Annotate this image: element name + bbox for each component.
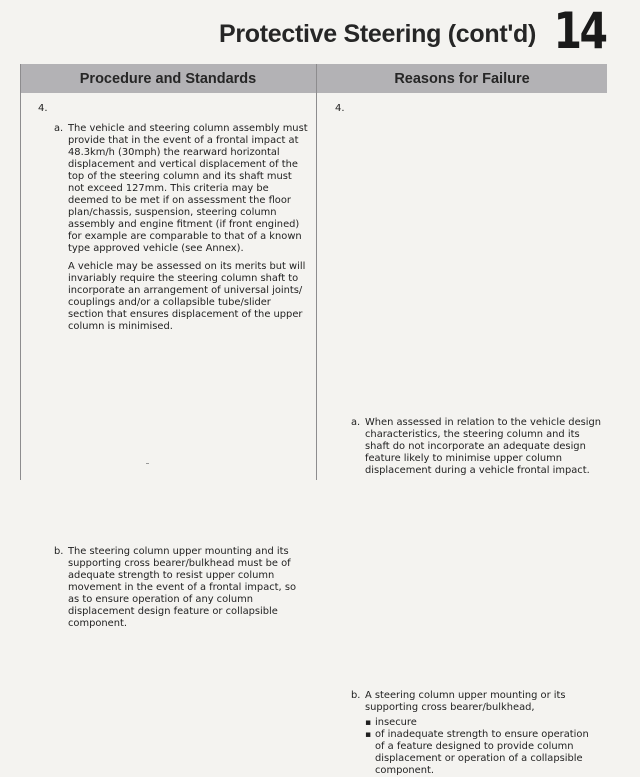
left-item-a-text: The vehicle and steering column assembly must provide that in the event of a frontal impact at 48.3km/h (30mph) the rearward horizontal displacement and vertical displacement of the top of the steering column and its shaft must not exceed 127mm. This criteria may be deemed to be met if on assessment the floor plan/chassis, suspension, steering column assembly and engine fitment (if front engined) for example are comparable to that of a known type approved vehicle (see Annex). xyxy=(68,123,308,254)
right-item-b-text: A steering column upper mounting or its supporting cross bearer/bulkhead, xyxy=(365,690,566,713)
right-item-number: 4. xyxy=(335,103,345,114)
right-item-b-marker: b. xyxy=(351,690,361,701)
table-header xyxy=(20,64,607,93)
print-mark xyxy=(146,463,149,464)
header-procedure-and-standards: Procedure and Standards xyxy=(20,64,317,93)
bullet-inadequate-strength: ▪ of inadequate strength to ensure operation of a feature designed to provide column displacement or operation of a collapsible component. xyxy=(365,729,627,777)
header-reasons-for-failure: Reasons for Failure xyxy=(394,70,530,87)
left-item-b xyxy=(54,546,326,630)
right-item-b xyxy=(351,690,627,777)
left-item-a xyxy=(54,123,326,333)
chapter-number: 14 xyxy=(553,2,606,60)
page-title: Protective Steering (cont'd) xyxy=(218,20,536,48)
table-left-border xyxy=(20,64,21,480)
right-item-a-marker: a. xyxy=(351,417,361,428)
right-item-a xyxy=(351,417,627,477)
left-item-b-text: The steering column upper mounting and its supporting cross bearer/bulkhead must be of adequate strength to resist upper column movement in the event of a frontal impact, so as to ensure operation of any column displacement design feature or collapsible component. xyxy=(68,546,297,629)
left-item-a-marker: a. xyxy=(54,123,64,134)
right-item-a-text: When assessed in relation to the vehicle design characteristics, the steering column and its shaft do not incorporate an adequate design feature likely to minimise upper column displacement during a vehicle frontal impact. xyxy=(365,417,602,476)
left-item-b-marker: b. xyxy=(54,546,64,557)
left-item-number: 4. xyxy=(38,103,48,114)
left-item-a-second-paragraph: A vehicle may be assessed on its merits but will invariably require the steering column shaft to incorporate an arrangement of universal joints/ couplings and/or a collapsible tube/slider section that ensures displacement of the upper column is minimised. xyxy=(68,261,306,332)
right-item-b-bullets xyxy=(365,717,627,777)
bullet-insecure: ▪ insecure xyxy=(365,717,627,729)
